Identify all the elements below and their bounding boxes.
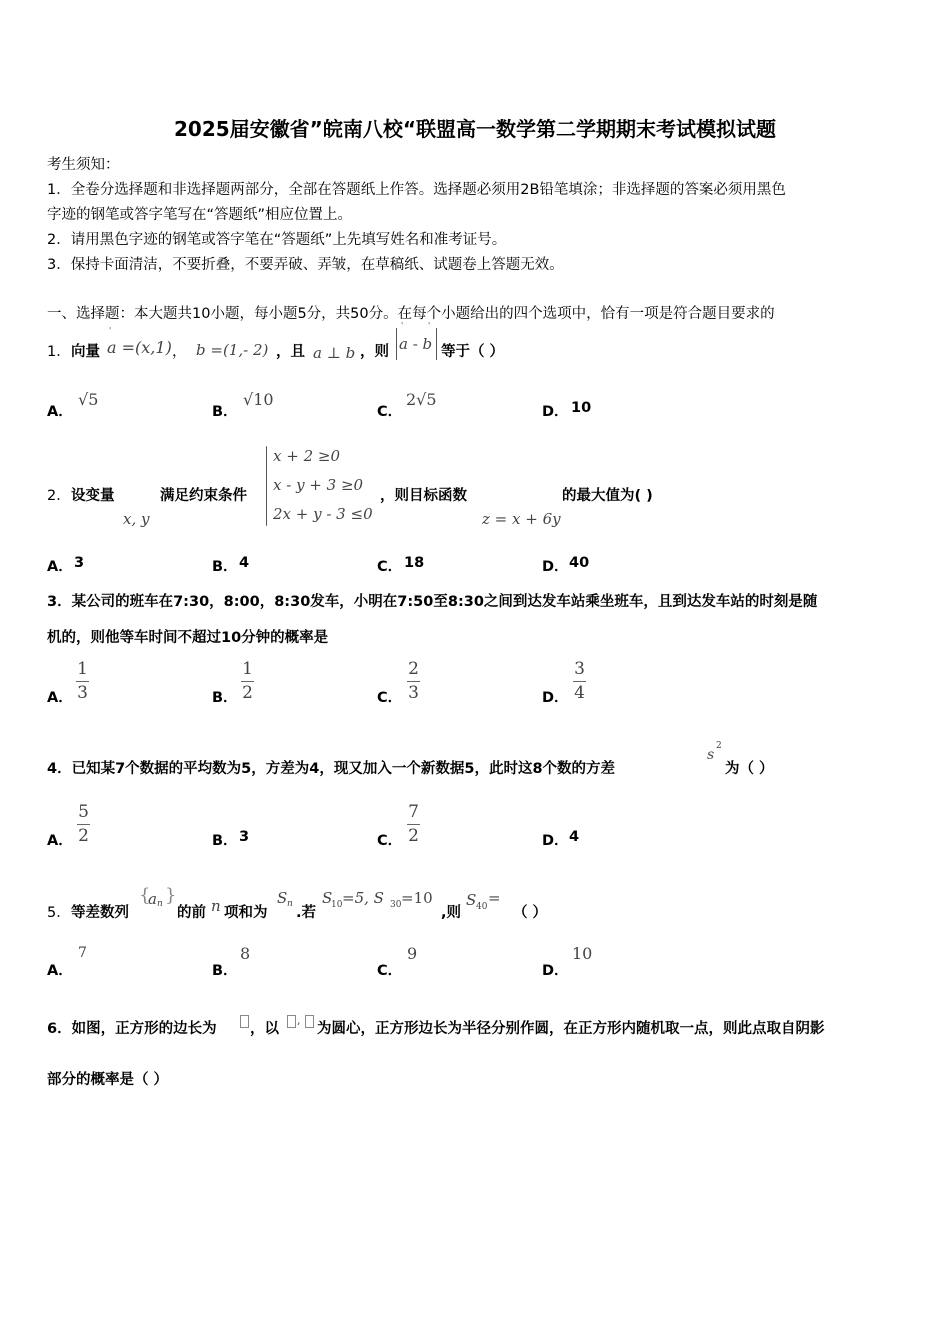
q2-text-2: 满足约束条件 [160, 488, 247, 504]
q5-S40-eq: = [488, 889, 501, 907]
q1-abs-expr: a - b [399, 335, 433, 353]
q3-option-d-fraction: 3 4 [574, 659, 585, 703]
q4-option-a-fraction: 5 2 [78, 802, 89, 846]
q5-S10: S [322, 889, 333, 907]
vector-mark: ' [109, 326, 112, 335]
q4-option-d-letter: D． [542, 833, 569, 849]
q4-text: 4．已知某7个数据的平均数为5，方差为4，现又加入一个新数据5，此时这8个数的方差 [47, 761, 616, 777]
q3-option-b-letter: B． [212, 690, 238, 706]
q2-option-c-letter: C． [377, 559, 403, 575]
q1-option-b-value: √10 [243, 390, 274, 409]
abs-left-bar [396, 328, 397, 360]
q2-constraint-3: 2x + y - 3 ≤0 [273, 505, 373, 523]
q5-option-d-letter: D． [542, 963, 569, 979]
q1-vector-b: b =(1,- 2) [196, 341, 269, 359]
q4-option-c-fraction: 7 2 [408, 802, 419, 846]
q5-option-d-value: 10 [572, 944, 593, 963]
abs-right-bar [436, 328, 437, 360]
q1-perp: a ⊥ b [313, 344, 356, 362]
seq-brace-right: } [165, 885, 177, 906]
q1-option-b-letter: B． [212, 404, 238, 420]
q4-option-a-letter: A． [47, 833, 73, 849]
q6-text-3: 为圆心，正方形边长为半径分别作圆，在正方形内随机取一点，则此点取自阴影 [317, 1021, 825, 1037]
q5-option-a-value: 7 [78, 945, 87, 961]
missing-glyph-box [240, 1015, 249, 1028]
q2-option-b-value: 4 [239, 555, 250, 571]
q1-option-d-value: 10 [571, 400, 592, 416]
q4-option-b-value: 3 [239, 829, 250, 845]
q6-text-1: 6．如图，正方形的边长为 [47, 1021, 217, 1037]
q2-option-d-value: 40 [569, 555, 590, 571]
notice-line-3: 3．保持卡面清洁，不要折叠，不要弄破、弄皱，在草稿纸、试题卷上答题无效。 [47, 257, 564, 273]
q2-option-c-value: 18 [404, 555, 425, 571]
notice-line-1a: 1．全卷分选择题和非选择题两部分，全部在答题纸上作答。选择题必须用2B铅笔填涂；非选择题的答案必须用黑色 [47, 182, 786, 198]
q2-vars: x, y [123, 510, 150, 528]
q3-line-1: 3．某公司的班车在7:30，8:00，8:30发车，小明在7:50至8:30之间到达发车站乘坐班车，且到达发车站的时刻是随 [47, 594, 818, 610]
q1-option-c-value: 2√5 [406, 390, 437, 409]
q1-option-c-letter: C． [377, 404, 403, 420]
q3-option-d-letter: D． [542, 690, 569, 706]
q5-S10-sub: 10 [331, 900, 343, 910]
q6-text-2: ，以 [250, 1021, 279, 1037]
vector-mark: ' [401, 321, 404, 330]
q4-option-c-letter: C． [377, 833, 403, 849]
q5-text-1: 等差数列 [71, 905, 129, 921]
q5-text-2: 的前 [177, 905, 206, 921]
q5-text-4: .若 [296, 905, 317, 921]
q5-option-b-value: 8 [240, 944, 251, 963]
q2-number: 2． [47, 488, 71, 504]
q4-tail: 为（ ） [725, 761, 774, 777]
q5-S30-value: =10 [401, 889, 433, 907]
q5-S30-sub: 30 [390, 900, 402, 910]
q3-line-2: 机的，则他等车时间不超过10分钟的概率是 [47, 630, 329, 646]
q3-option-a-letter: A． [47, 690, 73, 706]
q1-option-a-value: √5 [78, 390, 99, 409]
q5-text-3: 项和为 [224, 905, 268, 921]
q1-text-1: 向量 [71, 344, 100, 360]
q2-text-3: ，则目标函数 [380, 488, 467, 504]
q2-constraint-1: x + 2 ≥0 [273, 447, 340, 465]
q3-option-b-fraction: 1 2 [242, 659, 253, 703]
q4-option-b-letter: B． [212, 833, 238, 849]
q6-line-2: 部分的概率是（ ） [47, 1072, 169, 1088]
q1-option-d-letter: D． [542, 404, 569, 420]
q5-number: 5． [47, 905, 71, 921]
q2-option-a-value: 3 [74, 555, 85, 571]
q5-S40: S [466, 891, 477, 909]
q5-Sn-sub: n [287, 899, 293, 909]
q1-number: 1． [47, 344, 71, 360]
q2-option-a-letter: A． [47, 559, 73, 575]
q2-text-4: 的最大值为( ) [562, 488, 653, 504]
q5-n: n [211, 897, 221, 915]
q5-option-c-value: 9 [407, 944, 418, 963]
q2-option-b-letter: B． [212, 559, 238, 575]
q5-option-b-letter: B． [212, 963, 238, 979]
q4-option-d-value: 4 [569, 829, 580, 845]
q4-variance-symbol: s [707, 747, 715, 763]
q1-text-2: ，且 [276, 344, 305, 360]
q5-seq-a-sub: n [157, 899, 163, 909]
q5-Sn: S [277, 889, 288, 907]
q5-option-a-letter: A． [47, 963, 73, 979]
seq-brace-left: { [139, 885, 151, 906]
notice-line-1b: 字迹的钢笔或答字笔写在“答题纸”相应位置上。 [47, 207, 353, 223]
q2-objective: z = x + 6y [482, 510, 561, 528]
q2-text-1: 设变量 [71, 488, 115, 504]
q1-text-3: ，则 [360, 344, 389, 360]
q1-vector-a: a =(x,1) [107, 338, 172, 357]
q3-option-a-fraction: 1 3 [77, 659, 88, 703]
notice-heading: 考生须知： [47, 157, 120, 173]
missing-glyph-box [287, 1015, 296, 1028]
q5-S40-sub: 40 [476, 902, 488, 912]
q3-option-c-letter: C． [377, 690, 403, 706]
q5-tail: （ ） [513, 905, 548, 921]
q2-constraint-2: x - y + 3 ≥0 [273, 476, 364, 494]
q4-variance-superscript: 2 [716, 741, 722, 751]
glyph-comma: , [297, 1014, 301, 1027]
q1-option-a-letter: A． [47, 404, 73, 420]
vector-mark: ' [428, 321, 431, 330]
q5-seq-a: a [148, 890, 157, 908]
q2-option-d-letter: D． [542, 559, 569, 575]
missing-glyph-box [305, 1015, 314, 1028]
q1-text-4: 等于（ ） [441, 344, 505, 360]
q5-S30-part: =5, S [342, 889, 384, 907]
q3-option-c-fraction: 2 3 [408, 659, 419, 703]
q5-option-c-letter: C． [377, 963, 403, 979]
section-heading: 一、选择题：本大题共10小题，每小题5分，共50分。在每个小题给出的四个选项中，恰有一项是符合题目要求的 [47, 306, 775, 322]
q5-text-5: ,则 [441, 905, 462, 921]
page-title: 2025届安徽省”皖南八校“联盟高一数学第二学期期末考试模拟试题 [174, 117, 776, 141]
notice-line-2: 2．请用黑色字迹的钢笔或答字笔在“答题纸”上先填写姓名和准考证号。 [47, 232, 507, 248]
q1-comma: ， [172, 344, 187, 360]
constraint-brace [266, 446, 267, 526]
